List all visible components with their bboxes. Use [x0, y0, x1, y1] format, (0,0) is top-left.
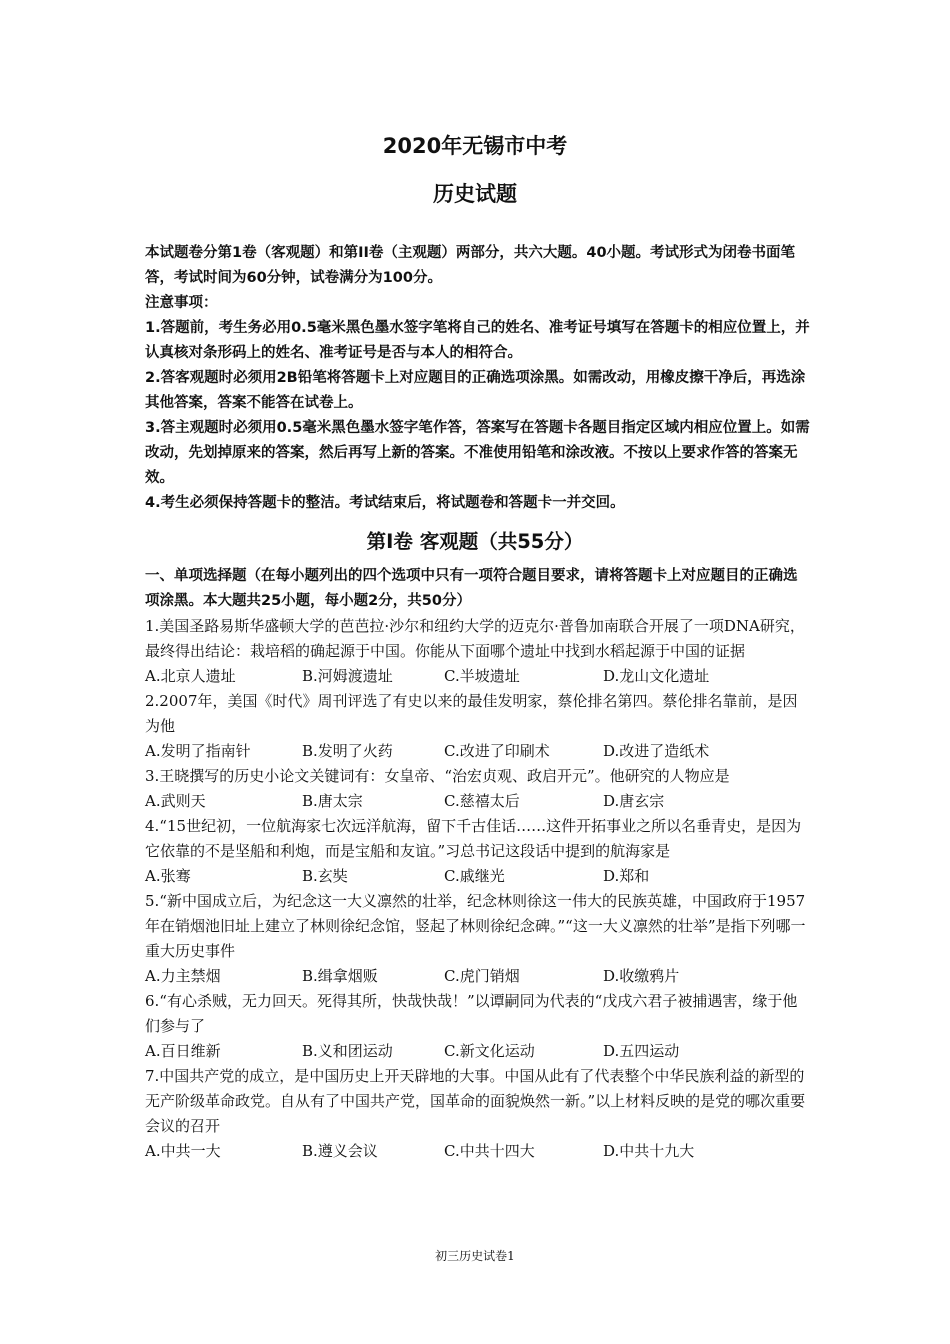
option-d: D.改进了造纸术 [603, 742, 710, 760]
section-title: 第Ⅰ卷 客观题（共55分） [366, 530, 584, 553]
option-b: B.发明了火药 [302, 742, 393, 760]
notice-intro: 本试题卷分第1卷（客观题）和第II卷（主观题）两部分，共六大题。40小题。考试形式为闭卷书面笔答，考试时间为60分钟，试卷满分为100分。 [145, 245, 796, 286]
question-options [145, 789, 810, 814]
question-options [145, 1139, 810, 1164]
exam-subtitle: 历史试题 [433, 182, 517, 206]
option-b: B.唐太宗 [302, 792, 363, 810]
option-d: D.五四运动 [603, 1042, 680, 1060]
notice-heading: 注意事项： [145, 295, 218, 311]
option-a: A.北京人遗址 [145, 667, 236, 685]
notice-item: 3.答主观题时必须用0.5毫米黑色墨水签字笔作答，答案写在答题卡各题目指定区域内相应位置上。如需改动，先划掉原来的答案，然后再写上新的答案。不准使用铅笔和涂改液。不按以上要求作答的答案无效。 [145, 420, 810, 486]
option-b: B.河姆渡遗址 [302, 667, 393, 685]
notice-item: 2.答客观题时必须用2B铅笔将答题卡上对应题目的正确选项涂黑。如需改动，用橡皮擦干净后，再选涂其他答案，答案不能答在试卷上。 [145, 370, 806, 411]
option-b: B.缉拿烟贩 [302, 967, 378, 985]
page-footer: 初三历史试卷1 [435, 1249, 515, 1263]
question-list [145, 564, 810, 1164]
question-stem: 2.2007年，美国《时代》周刊评选了有史以来的最佳发明家，蔡伦排名第四。蔡伦排名靠前，是因为他 [145, 692, 798, 735]
question-options [145, 964, 810, 989]
exam-title: 2020年无锡市中考 [382, 134, 568, 158]
option-b: B.玄奘 [302, 867, 348, 885]
option-b: B.义和团运动 [302, 1042, 393, 1060]
option-c: C.改进了印刷术 [444, 742, 550, 760]
option-d: D.收缴鸦片 [603, 967, 680, 985]
option-c: C.中共十四大 [444, 1142, 535, 1160]
option-a: A.百日维新 [145, 1042, 221, 1060]
question-options [145, 1039, 810, 1064]
exam-notice [145, 241, 810, 516]
option-d: D.郑和 [603, 867, 650, 885]
option-c: C.虎门销烟 [444, 967, 520, 985]
option-d: D.龙山文化遗址 [603, 667, 710, 685]
option-c: C.戚继光 [444, 867, 505, 885]
option-c: C.慈禧太后 [444, 792, 520, 810]
question-stem: 6.“有心杀贼，无力回天。死得其所，快哉快哉！”以谭嗣同为代表的“戊戌六君子被捕遇害，缘于他们参与了 [145, 992, 798, 1035]
option-a: A.中共一大 [145, 1142, 221, 1160]
option-a: A.武则天 [145, 792, 206, 810]
option-a: A.张骞 [145, 867, 191, 885]
question-stem: 4.“15世纪初，一位航海家七次远洋航海，留下千古佳话……这件开拓事业之所以名垂青史，是因为它依靠的不是坚船和利炮，而是宝船和友谊。”习总书记这段话中提到的航海家是 [145, 817, 802, 860]
option-c: C.半坡遗址 [444, 667, 520, 685]
option-a: A.力主禁烟 [145, 967, 221, 985]
notice-item: 1.答题前，考生务必用0.5毫米黑色墨水签字笔将自己的姓名、准考证号填写在答题卡的相应位置上，并认真核对条形码上的姓名、准考证号是否与本人的相符合。 [145, 320, 810, 361]
question-options [145, 739, 810, 764]
option-c: C.新文化运动 [444, 1042, 535, 1060]
question-stem: 1.美国圣路易斯华盛顿大学的芭芭拉·沙尔和纽约大学的迈克尔·普鲁加南联合开展了一项DNA研究，最终得出结论：栽培稻的确起源于中国。你能从下面哪个遗址中找到水稻起源于中国的证据 [145, 617, 805, 660]
question-stem: 3.王晓撰写的历史小论文关键词有：女皇帝、“治宏贞观、政启开元”。他研究的人物应是 [145, 767, 730, 785]
question-stem: 7.中国共产党的成立，是中国历史上开天辟地的大事。中国从此有了代表整个中华民族利益的新型的无产阶级革命政党。自从有了中国共产党，国革命的面貌焕然一新。”以上材料反映的是党的哪次重要会议的召开 [145, 1067, 806, 1135]
question-options [145, 864, 810, 889]
option-b: B.遵义会议 [302, 1142, 378, 1160]
question-options [145, 664, 810, 689]
option-d: D.唐玄宗 [603, 792, 665, 810]
question-stem: 5.“新中国成立后，为纪念这一大义凛然的壮举，纪念林则徐这一伟大的民族英雄，中国政府于1957年在销烟池旧址上建立了林则徐纪念馆，竖起了林则徐纪念碑。”“这一大义凛然的壮举”是指下列哪一重大历史事件 [145, 892, 806, 960]
section-instruction: 一、单项选择题（在每小题列出的四个选项中只有一项符合题目要求，请将答题卡上对应题目的正确选项涂黑。本大题共25小题，每小题2分，共50分） [145, 568, 798, 609]
option-a: A.发明了指南针 [145, 742, 251, 760]
option-d: D.中共十九大 [603, 1142, 695, 1160]
notice-item: 4.考生必须保持答题卡的整洁。考试结束后，将试题卷和答题卡一并交回。 [145, 495, 625, 511]
